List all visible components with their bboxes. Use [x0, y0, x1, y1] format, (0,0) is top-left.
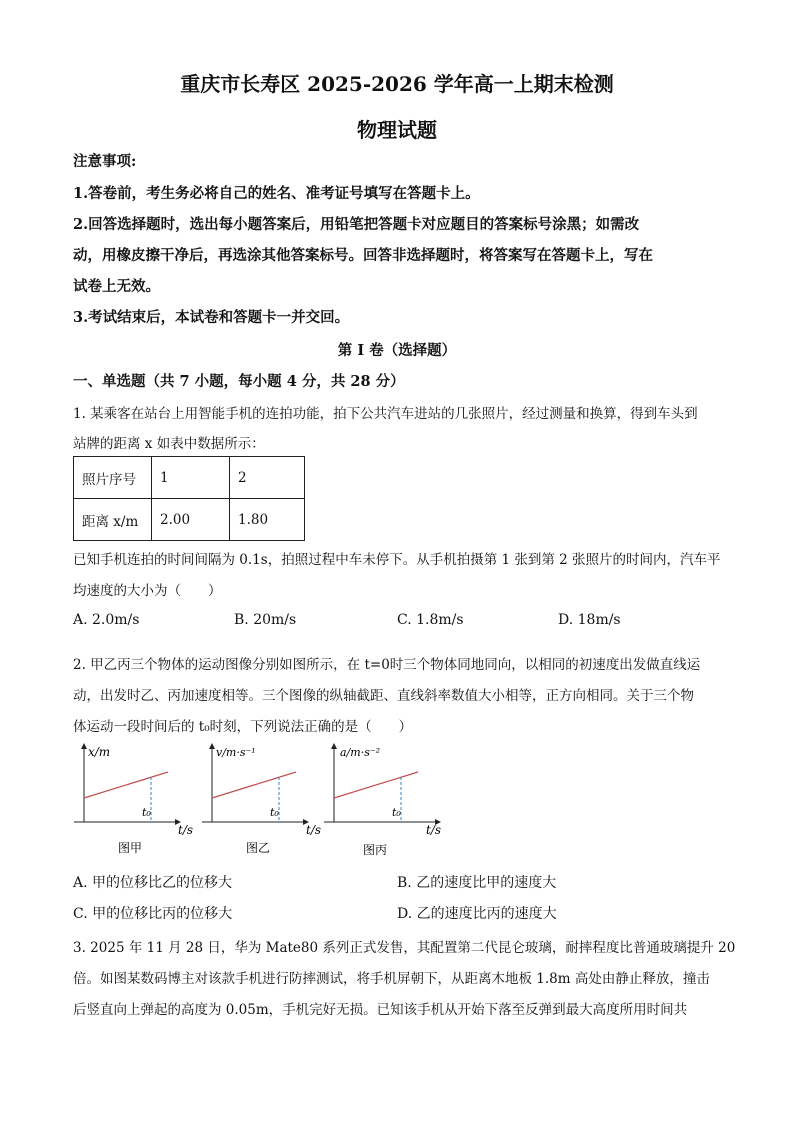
table-cell: 1: [152, 457, 230, 499]
notice-heading: 注意事项:: [73, 153, 137, 170]
q1-option-c: C. 1.8m/s: [397, 612, 464, 628]
table-cell: 1.80: [230, 499, 305, 541]
y-axis-label: x/m: [88, 745, 111, 759]
q2-option-b: B. 乙的速度比甲的速度大: [397, 875, 557, 891]
table-cell: 照片序号: [74, 457, 152, 499]
q1-text-line-4: 均速度的大小为（ ）: [73, 583, 222, 599]
volume-heading: 第 I 卷（选择题）: [337, 342, 457, 359]
q2-option-a: A. 甲的位移比乙的位移大: [73, 875, 233, 891]
graph-caption: 图甲: [118, 841, 143, 855]
q1-text-line-3: 已知手机连拍的时间间隔为 0.1s，拍照过程中车未停下。从手机拍摄第 1 张到第 2 张照片的时间内，汽车平: [73, 552, 721, 568]
q1-text-line-1: 1. 某乘客在站台上用智能手机的连拍功能，拍下公共汽车进站的几张照片，经过测量和换算，得到车头到: [73, 406, 698, 422]
q2-option-c: C. 甲的位移比丙的位移大: [73, 906, 233, 922]
q3-text-line-3: 后竖直向上弹起的高度为 0.05m，手机完好无损。已知该手机从开始下落至反弹到最大高度所用时间共: [73, 1002, 688, 1018]
table-row: [74, 499, 305, 541]
y-axis-label: v/m·s⁻¹: [216, 746, 256, 759]
x-axis-label: t/s: [426, 823, 442, 837]
table-row: [74, 457, 305, 499]
notice-item-3: 3.考试结束后，本试卷和答题卡一并交回。: [73, 309, 350, 326]
table-cell: 2: [230, 457, 305, 499]
graph-line: [212, 772, 296, 798]
section-heading: 一、单选题（共 7 小题，每小题 4 分，共 28 分）: [73, 373, 405, 390]
q1-option-d: D. 18m/s: [558, 612, 621, 628]
x-axis-label: t/s: [178, 823, 194, 837]
q3-text-line-1: 3. 2025 年 11 月 28 日，华为 Mate80 系列正式发售，其配置第二代昆仑玻璃，耐摔程度比普通玻璃提升 20: [73, 940, 736, 956]
q1-option-a: A. 2.0m/s: [73, 612, 140, 628]
y-axis-label: a/m·s⁻²: [340, 746, 381, 759]
graph-jia: [74, 744, 193, 855]
t0-label: t₀: [270, 806, 279, 819]
notice-item-2-line-1: 2.回答选择题时，选出每小题答案后，用铅笔把答题卡对应题目的答案标号涂黑；如需改: [73, 216, 640, 233]
notice-item-2-line-2: 动，用橡皮擦干净后，再选涂其他答案标号。回答非选择题时，将答案写在答题卡上，写在: [73, 247, 653, 264]
notice-item-1: 1.答卷前，考生务必将自己的姓名、准考证号填写在答题卡上。: [73, 185, 480, 202]
q2-text-line-2: 动，出发时乙、丙加速度相等。三个图像的纵轴截距、直线斜率数值大小相等，正方向相同。关于三个物: [73, 688, 694, 704]
q2-graphs: [60, 738, 460, 860]
q1-text-line-2: 站牌的距离 x 如表中数据所示：: [73, 436, 265, 452]
t0-label: t₀: [392, 806, 401, 819]
q3-text-line-2: 倍。如图某数码博主对该款手机进行防摔测试，将手机屏朝下，从距离木地板 1.8m 高处由静止释放，撞击: [73, 971, 710, 987]
graph-caption: 图乙: [246, 841, 271, 855]
exam-subtitle: 物理试题: [357, 118, 437, 142]
x-axis-label: t/s: [306, 823, 322, 837]
q2-text-line-3: 体运动一段时间后的 t₀时刻，下列说法正确的是（ ）: [73, 719, 413, 735]
table-cell: 2.00: [152, 499, 230, 541]
graph-line: [334, 772, 418, 798]
exam-title: 重庆市长寿区 2025-2026 学年高一上期末检测: [180, 72, 614, 96]
q1-data-table: [73, 456, 305, 541]
notice-item-2-line-3: 试卷上无效。: [73, 278, 160, 295]
table-cell: 距离 x/m: [74, 499, 152, 541]
q1-option-b: B. 20m/s: [234, 612, 297, 628]
q2-text-line-1: 2. 甲乙丙三个物体的运动图像分别如图所示，在 t=0时三个物体同地同向，以相同的初速度出发做直线运: [73, 657, 701, 673]
q2-option-d: D. 乙的速度比丙的速度大: [397, 906, 557, 922]
graph-caption: 图丙: [363, 843, 388, 857]
graph-line: [84, 772, 168, 798]
graph-bing: [324, 744, 441, 857]
t0-label: t₀: [142, 806, 151, 819]
graph-yi: [202, 744, 321, 855]
